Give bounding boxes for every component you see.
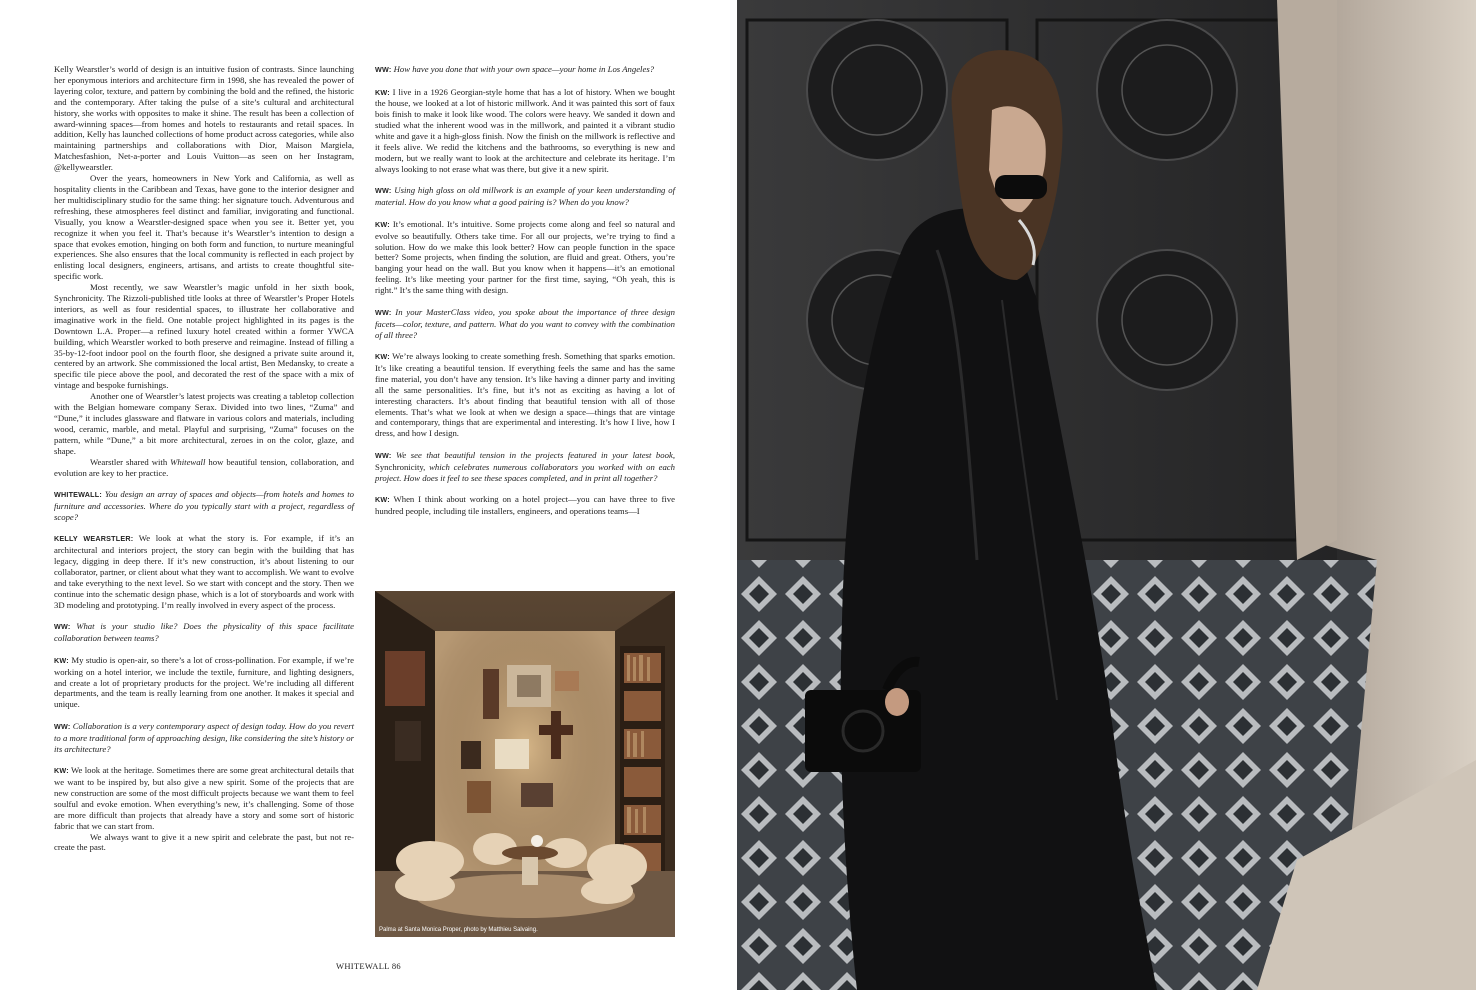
portrait-illustration (737, 0, 1476, 990)
question: WW: What is your studio like? Does the physicality of this space facilitate collaboration between teams? (54, 621, 354, 644)
answer: KW: When I think about working on a hotel project—you can have three to five hundred people, including tile installers, engineers, and operations teams—I (375, 494, 675, 517)
answer: KW: We’re always looking to create something fresh. Something that sparks emotion. It’s like creating a beautiful tension. If everything feels the same and has the same fine material, you don’t have any tension. It’s like having a dinner party and inviting all the same personalities. It’s fine, but it’s not as exciting as having a lot of interesting characters. It’s about finding that beautiful tension with all of those elements. That’s what we look at when we design a space—things that are vintage and contemporary, things that are experimental and interesting. It’s how I live, how I dress, and how I design. (375, 351, 675, 439)
speaker-label: WW: (375, 65, 392, 74)
speaker-label: KW: (375, 352, 390, 361)
speaker-label: KW: (375, 495, 390, 505)
speaker-label: WW: (54, 721, 71, 731)
speaker-label: KW: (375, 87, 390, 97)
question: WW: Collaboration is a very contemporary aspect of design today. How do you revert to a more traditional form of approaching design, like considering the site’s history or its architecture? (54, 720, 355, 754)
speaker-label: KW: (54, 766, 69, 776)
answer: KW: We look at the heritage. Sometimes there are some great architectural details that we want to be inspired by, but also give a new spirit. Some of the projects that are new construction are some of the most difficult projects because we want them to feel soulful and evoke emotion. When everything’s new, it’s challenging. Some of those are more difficult than projects that already have a story and some sort of historic fabric that we can start from. (54, 765, 355, 831)
answer: KW: I live in a 1926 Georgian-style home that has a lot of history. When we bought the house, we looked at a lot of historic millwork. And it was painted this sort of faux bois finish to make it look like wood. The colors were heavy. We sanded it down and studied what the inherent wood was in the millwork, and painted it a vibrant studio white and gave it a high-gloss finish. Now the finish on the millwork is reflective and it feels alive. We redid the kitchens and the bathrooms, so everything is new and modern, but we really want to look at the architecture and celebrate its heritage. I’m always looking to not erase what was there, but give it a new spirit. (375, 86, 676, 174)
speaker-label: KW: (375, 219, 390, 229)
intro-paragraph: Most recently, we saw Wearstler’s magic unfold in her sixth book, Synchronicity. The Rizzoli-published title looks at three of Wearstler’s Proper Hotels interiors, as well as four residential spaces, to illustrate her collaborative and imaginative work in the field. One notable project highlighted in its pages is the Downtown L.A. Proper—a refined luxury hotel created within a former YWCA building, which Wearstler worked to both preserve and reimagine. Instead of filling a 35-by-12-foot indoor pool on the fourth floor, she designed a private suite around it, centered by an artwork. She commissioned the local artist, Ben Medansky, to create a specific tile piece above the pool, and decorated the rest of the space with a mix of vintage and bespoke furnishings. (54, 282, 354, 391)
speaker-label: WW: (375, 186, 392, 196)
photo-caption: Palma at Santa Monica Proper, photo by Matthieu Salvaing. (379, 927, 538, 933)
article-column-1 (54, 64, 354, 853)
question: WHITEWALL: You design an array of spaces and objects—from hotels and homes to furniture and accessories. Where do you typically start with a project, regardless of scope? (54, 489, 354, 522)
answer: KELLY WEARSTLER: We look at what the story is. For example, if it’s an architectural and interiors project, the story can begin with the building that has legacy, digging in deep there. If it’s new construction, it’s about listening to our collaborator, partner, or client about what they want to accomplish. We want to evolve and take everything to the next level. So we start with concept and the story. Then we continue into the schematic design phase, which is a lot of storyboards and work with 3D modeling and prototyping. I’m really involved in every aspect of the process. (54, 533, 354, 610)
page-folio: WHITEWALL 86 (336, 961, 401, 971)
speaker-label: WHITEWALL: (54, 490, 102, 500)
question: WW: We see that beautiful tension in the projects featured in your latest book, Synchronicity, which celebrates numerous collaborators you worked with on each project. How does it feel to see these spaces completed, and in print all together? (375, 449, 675, 483)
answer: KW: My studio is open-air, so there’s a lot of cross-pollination. For example, if we’re working on a hotel interior, we include the textile, furniture, and lighting designers, and create a lot of proprietary products for the project. We’re including all different departments, and the team is really learning from one another. It makes it special and unique. (54, 654, 355, 710)
speaker-label: WW: (375, 307, 392, 317)
speaker-label: KELLY WEARSTLER: (54, 534, 134, 544)
article-column-2 (375, 64, 675, 517)
answer-continued: We always want to give it a new spirit and celebrate the past, but not re-create the past. (54, 831, 354, 853)
intro-paragraph: Over the years, homeowners in New York and California, as well as hospitality clients in the Caribbean and Texas, have gone to the interior designer and her multidisciplinary studio for the same thing: her signature touch. Adventurous and refreshing, these atmospheres feel distinct and familiar, invigorating and functional. Visually, you know a Wearstler-designed space when you see it. Better yet, you recognize it when you feel it. That’s because it’s Wearstler’s intention to design a space that evokes emotion, hinging on both form and function, to nurture meaningful experiences. She also ensures that the local community is reflected in each project by enlisting local designers, engineers, artisans, and artists to create thoughtful site-specific work. (54, 173, 354, 282)
question: WW: How have you done that with your own space—your home in Los Angeles? (375, 64, 655, 74)
speaker-label: WW: (54, 622, 71, 632)
left-page (0, 0, 737, 990)
answer: KW: It’s emotional. It’s intuitive. Some projects come along and feel so natural and evolve so beautifully. Others take time. For all our projects, we’re trying to find a solution. How do we make this look better? How can people function in the space better? Some projects, when finding the solution, are fluid and great. Others, you’re banging your head on the wall. But you know when it happens—it’s an emotional feeling. It’s like meeting your partner for the first time, saying, “Oh yeah, this is right.” It’s the same thing with design. (375, 218, 675, 296)
speaker-label: WW: (375, 450, 392, 460)
speaker-label: KW: (54, 655, 69, 665)
interior-photo (375, 591, 675, 937)
question: WW: Using high gloss on old millwork is an example of your keen understanding of material. How do you know what a good pairing is? When do you know? (375, 185, 676, 208)
question: WW: In your MasterClass video, you spoke about the importance of three design facets—color, texture, and pattern. What do you want to convey with the combination of all three? (375, 306, 675, 340)
intro-paragraph: Another one of Wearstler’s latest projects was creating a tabletop collection with the Belgian homeware company Serax. Divided into two lines, “Zuma” and “Dune,” it includes glassware and flatware in various colors and materials, including wood, ceramic, marble, and metal. Playful and surprising, “Zuma” focuses on the pattern, while “Dune,” a bit more architectural, zeroes in on the color, glaze, and shape. (54, 391, 354, 456)
portrait-photo (737, 0, 1476, 990)
interior-illustration (375, 591, 675, 937)
intro-paragraph: Kelly Wearstler’s world of design is an intuitive fusion of contrasts. Since launching her eponymous interiors and architecture firm in 1998, she has revealed the power of layering color, texture, and pattern by combining the bold and the refined, the historic and the contemporary. After taking the pulse of a site’s cultural and architectural history, she works with opposites to make it shine. The result has been a collection of award-winning spaces—from homes and hotels to restaurants and retail spaces. In addition, Kelly has launched collections of home product across categories, while also maintaining partnerships and collaborations with Dior, Maison Margiela, Matchesfashion, Net-a-porter and Louis Vuitton—as seen on her Instagram, @kellywearstler. (54, 64, 354, 173)
intro-paragraph: Wearstler shared with Whitewall how beautiful tension, collaboration, and evolution are key to her practice. (54, 456, 354, 478)
